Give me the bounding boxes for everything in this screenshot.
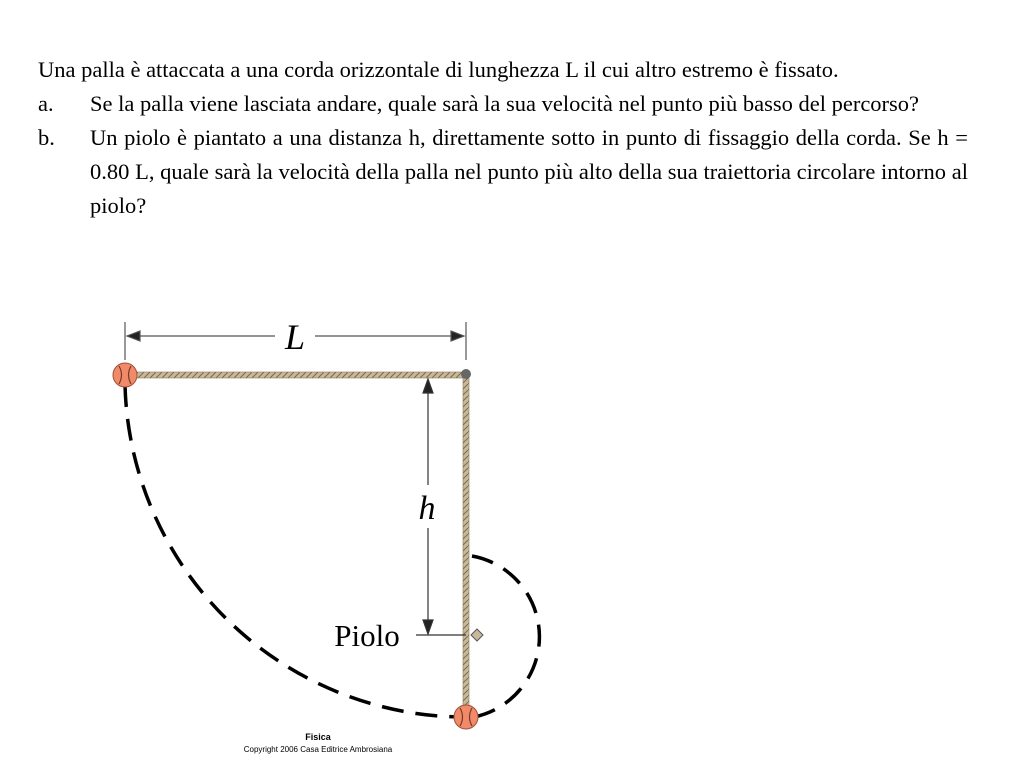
label-h: h (418, 490, 436, 527)
label-peg: Piolo (334, 618, 400, 653)
rope-horizontal (133, 372, 466, 378)
question-text: Un piolo è piantato a una distanza h, direttamente sotto in punto di fissaggio della corda. Se h = 0.80 L, quale sarà la velocità della palla nel punto più alto della sua traiettoria circolare intorno al piolo? (90, 125, 968, 218)
rope-vertical (463, 375, 469, 709)
caption-copyright: Copyright 2006 Casa Editrice Ambrosiana (243, 745, 393, 754)
label-L: L (284, 317, 306, 357)
peg (471, 629, 483, 641)
swing-path (125, 385, 458, 717)
question-label: a. (38, 91, 54, 116)
caption-title: Fisica (305, 732, 331, 742)
intro-text: Una palla è attaccata a una corda orizzontale di lunghezza L il cui altro estremo è fissato. (38, 57, 839, 82)
ball-start (113, 363, 137, 387)
ball-bottom (454, 705, 478, 729)
question-label: b. (38, 125, 55, 150)
question-text: Se la palla viene lasciata andare, quale sarà la sua velocità nel punto più basso del percorso? (90, 91, 920, 116)
pivot-point (461, 369, 471, 379)
